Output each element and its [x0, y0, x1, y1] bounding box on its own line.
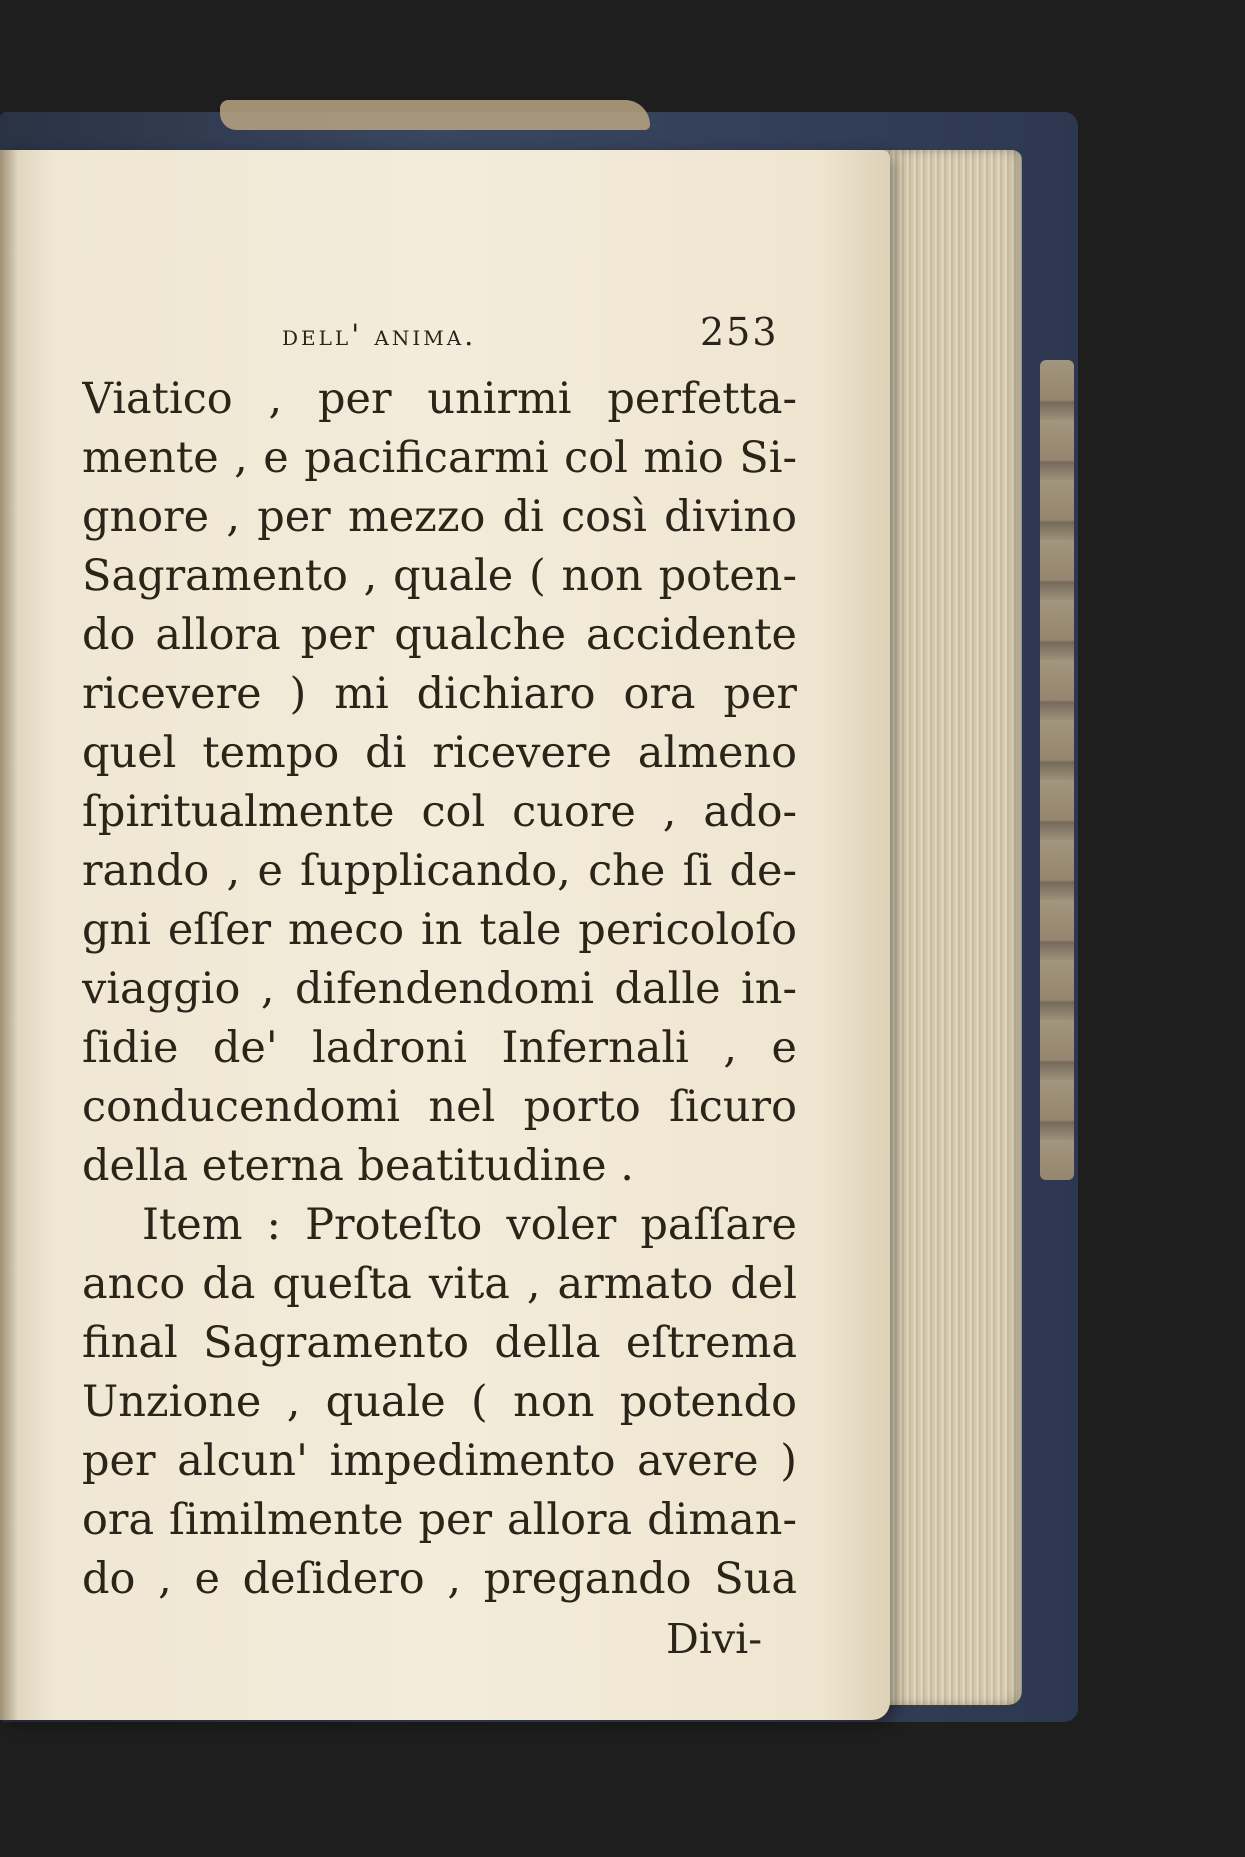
text-line: ſidie de' ladroni Infernali , e: [82, 1023, 797, 1073]
text-line: rando , e ſupplicando, che ſi de-: [82, 846, 797, 896]
text-line: della eterna beatitudine .: [82, 1141, 634, 1191]
text-line: per alcun' impedimento avere ): [82, 1436, 797, 1486]
gutter-shadow: [0, 150, 18, 1720]
text-line: ricevere ) mi dichiaro ora per: [82, 669, 797, 719]
cover-edge-wear: [1040, 360, 1074, 1180]
cover-tear: [220, 100, 650, 130]
catchword: Divi-: [666, 1615, 763, 1663]
text-line: quel tempo di ricevere almeno: [82, 728, 797, 778]
page-edges: [870, 150, 1022, 1705]
text-line: anco da queſta vita , armato del: [82, 1259, 797, 1309]
text-line: ſpiritualmente col cuore , ado-: [82, 787, 797, 837]
text-line: mente , e pacificarmi col mio Si-: [82, 433, 797, 483]
text-line: viaggio , difendendomi dalle in-: [82, 964, 797, 1014]
text-line: Unzione , quale ( non potendo: [82, 1377, 797, 1427]
text-line: do , e deſidero , pregando Sua: [82, 1554, 797, 1604]
text-line: gnore , per mezzo di così divino: [82, 492, 797, 542]
text-line: Viatico , per unirmi perfetta-: [82, 374, 797, 424]
page-number: 253: [700, 310, 779, 354]
text-line: gni eſſer meco in tale pericoloſo: [82, 905, 797, 955]
text-line: final Sagramento della eſtrema: [82, 1318, 797, 1368]
text-line: ora ſimilmente per allora diman-: [82, 1495, 797, 1545]
running-title: dell' anima.: [282, 318, 477, 352]
text-line: do allora per qualche accidente: [82, 610, 797, 660]
text-line: Item : Proteſto voler paſſare: [142, 1200, 797, 1250]
text-block: [82, 370, 797, 1609]
running-head: [0, 310, 890, 362]
text-line: conducendomi nel porto ſicuro: [82, 1082, 797, 1132]
text-line: Sagramento , quale ( non poten-: [82, 551, 797, 601]
